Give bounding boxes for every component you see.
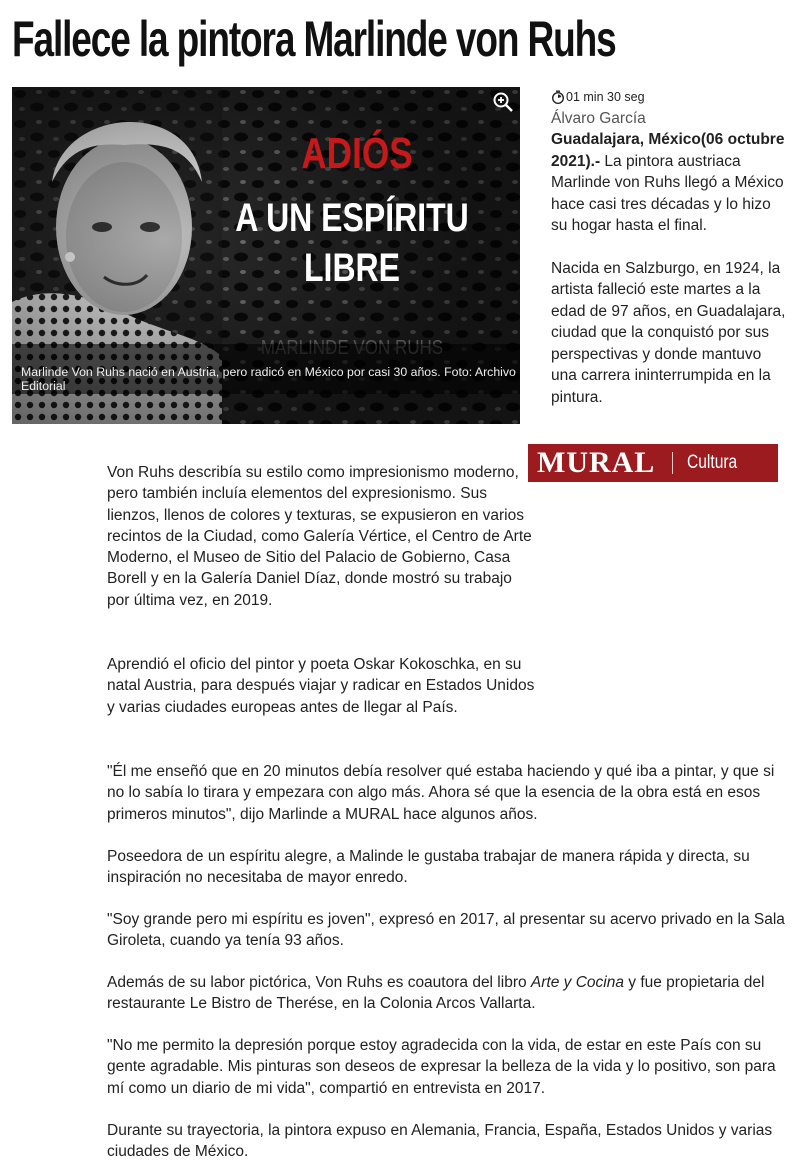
article-paragraph: Durante su trayectoria, la pintora expuso en Alemania, Francia, España, Estados Unidos y varias ciudades de México. <box>107 1122 773 1161</box>
photo-overlay-line-1: A UN ESPÍRITU <box>235 196 469 240</box>
photo-overlay-line-2: LIBRE <box>304 246 400 290</box>
photo-caption: Marlinde Von Ruhs nació en Austria, pero radicó en México por casi 30 años. Foto: Archivo Editorial <box>21 365 516 393</box>
dateline: Guadalajara, México(06 octubre 2021).- <box>551 131 785 170</box>
article-paragraph: "No me permito la depresión porque estoy agradecida con la vida, de estar en este País con su gente agradable. Mis pinturas son deseos de expresar la belleza de la vida y lo positivo, son para mí como un diario de mi vida", compartió en entrevista en 2017. <box>107 1037 776 1097</box>
article-paragraph <box>107 972 787 1015</box>
zoom-in-icon[interactable] <box>492 91 514 113</box>
paragraph-text: Además de su labor pictórica, Von Ruhs es coautora del libro <box>107 974 531 991</box>
article-paragraph: "Él me enseñó que en 20 minutos debía resolver qué estaba haciendo y qué iba a pintar, y que si no lo sabía lo tirara y empezara con algo más. Ahora sé que la esencia de la obra está en esos primeros minutos", dijo Marlinde a MURAL hace algunos años. <box>107 763 775 823</box>
source-banner[interactable] <box>528 444 778 482</box>
source-divider <box>672 452 673 474</box>
source-brand: MURAL <box>537 446 656 479</box>
lead-text: La pintora austriaca Marlinde von Ruhs llegó a México hace casi tres décadas y lo hizo su hogar hasta el final. <box>551 152 784 234</box>
paragraph-text: y fue propietaria del restaurante Le Bistro de Therése, en la Colonia Arcos Vallarta. <box>107 974 765 1013</box>
photo-overlay-title-red: ADIÓS <box>301 129 413 178</box>
read-time <box>551 88 791 106</box>
article-paragraph: "Soy grande pero mi espíritu es joven", expresó en 2017, al presentar su acervo privado en la Sala Giroleta, cuando ya tenía 93 años. <box>107 911 785 950</box>
article-paragraph: Aprendió el oficio del pintor y poeta Oskar Kokoschka, en su natal Austria, para después viajar y radicar en Estados Unidos y varias ciudades europeas antes de llegar al País. <box>107 656 535 716</box>
article-sidebar-text <box>551 88 791 408</box>
article-photo[interactable] <box>12 87 520 424</box>
source-section: Cultura <box>687 452 738 473</box>
read-time-text: 01 min 30 seg <box>566 90 645 104</box>
timer-icon <box>551 90 565 104</box>
article-paragraph: Nacida en Salzburgo, en 1924, la artista falleció este martes a la edad de 97 años, en Guadalajara, ciudad que la conquistó por sus perspectivas y donde mantuvo una carrera ininterrumpida en la pintura. <box>551 259 786 406</box>
book-title: Arte y Cocina <box>530 974 624 991</box>
author-name[interactable]: Álvaro García <box>551 110 646 127</box>
article-paragraph: Poseedora de un espíritu alegre, a Malinde le gustaba trabajar de manera rápida y directa, su inspiración no necesitaba de mayor enredo. <box>107 848 750 887</box>
lead-paragraph <box>551 129 791 237</box>
photo-overlay-title-white <box>232 193 472 293</box>
article-paragraph: Von Ruhs describía su estilo como impresionismo moderno, pero también incluía elementos del expresionismo. Sus lienzos, llenos de colores y texturas, se expusieron en varios recintos de la Ciudad, como Galería Vértice, el Centro de Arte Moderno, el Museo de Sitio del Palacio de Gobierno, Casa Borell y en la Galería Daniel Díaz, donde mostró su trabajo por última vez, en 2019. <box>107 464 532 609</box>
article-headline: Fallece la pintora Marlinde von Ruhs <box>12 11 616 67</box>
